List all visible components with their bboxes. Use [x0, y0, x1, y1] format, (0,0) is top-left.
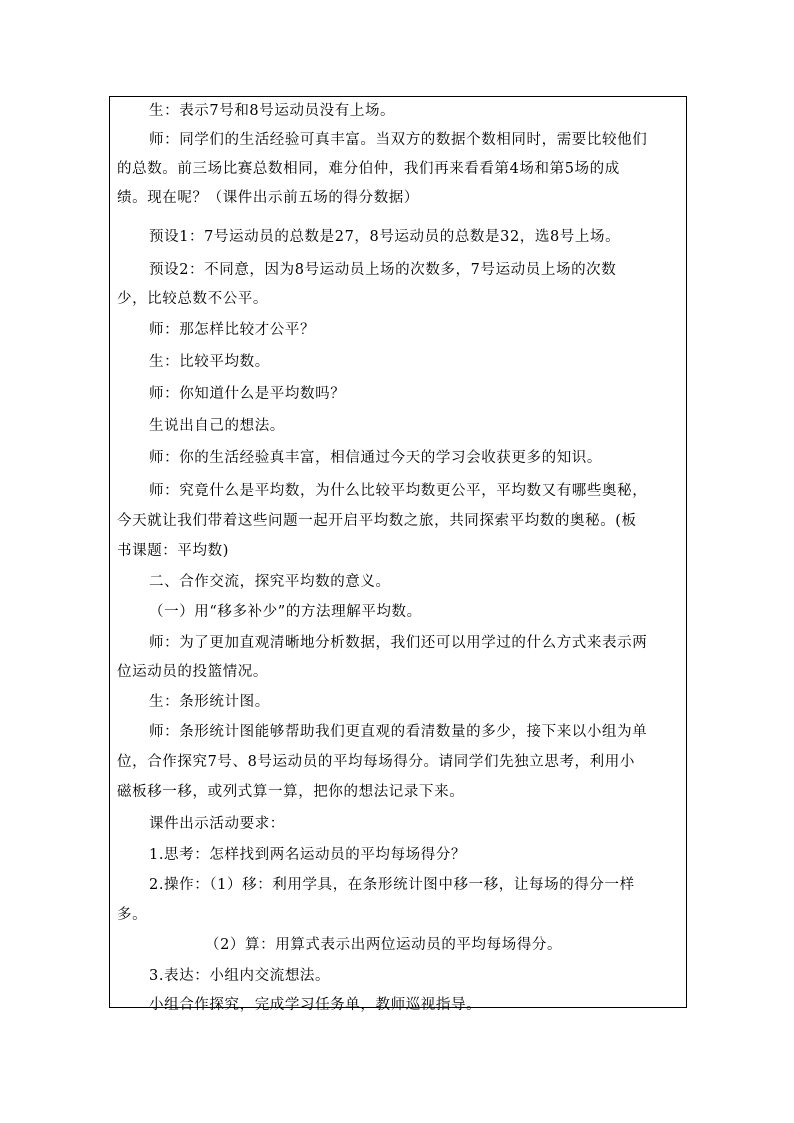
text-line: 今天就让我们带着这些问题一起开启平均数之旅，共同探索平均数的奥秘。(板: [117, 513, 637, 529]
text-line: 生：表示7号和8号运动员没有上场。: [149, 103, 396, 119]
text-line: （2）算：用算式表示出两位运动员的平均每场得分。: [205, 937, 563, 953]
text-line: 绩。现在呢？（课件出示前五场的得分数据）: [117, 190, 419, 206]
text-line: 2.操作：（1）移：利用学具，在条形统计图中移一移，让每场的得分一样: [149, 877, 635, 893]
text-line: 师：为了更加直观清晰地分析数据，我们还可以用学过的什么方式来表示两: [149, 635, 648, 651]
text-line: 磁板移一移，或列式算一算，把你的想法记录下来。: [117, 784, 465, 800]
text-line: 3.表达：小组内交流想法。: [149, 968, 331, 984]
text-line: （一）用“移多补少”的方法理解平均数。: [149, 604, 422, 620]
text-line: 少，比较总数不公平。: [117, 291, 268, 307]
text-line: 生：条形统计图。: [149, 694, 270, 710]
text-line: 位运动员的投篮情况。: [117, 664, 268, 680]
text-line: 师：究竟什么是平均数，为什么比较平均数更公平，平均数又有哪些奥秘，: [149, 483, 648, 499]
text-line: 生说出自己的想法。: [149, 418, 285, 434]
text-line: 师：条形统计图能够帮助我们更直观的看清数量的多少，接下来以小组为单: [149, 724, 648, 740]
text-line: 多。: [117, 907, 148, 923]
text-line: 师：你知道什么是平均数吗？: [149, 386, 346, 402]
text-line: 师：那怎样比较才公平？: [149, 322, 316, 338]
text-line: 师：你的生活经验真丰富，相信通过今天的学习会收获更多的知识。: [149, 450, 602, 466]
text-line: 预设2：不同意，因为8号运动员上场的次数多，7号运动员上场的次数: [149, 262, 617, 278]
text-line: 师：同学们的生活经验可真丰富。当双方的数据个数相同时，需要比较他们: [149, 132, 648, 148]
text-line: 1.思考：怎样找到两名运动员的平均每场得分？: [149, 847, 467, 863]
text-line: 二、合作交流，探究平均数的意义。: [149, 574, 391, 590]
text-line: 位，合作探究7号、8号运动员的平均每场得分。请同学们先独立思考，利用小: [117, 754, 635, 770]
text-line: 书课题：平均数): [117, 543, 229, 559]
text-line: 预设1：7号运动员的总数是27，8号运动员的总数是32，选8号上场。: [149, 229, 621, 245]
text-line: 生：比较平均数。: [149, 354, 270, 370]
text-line: 小组合作探究，完成学习任务单，教师巡视指导。: [149, 997, 482, 1013]
text-line: 课件出示活动要求：: [149, 816, 285, 832]
text-line: 的总数。前三场比赛总数相同，难分伯仲，我们再来看看第4场和第5场的成: [117, 161, 620, 177]
